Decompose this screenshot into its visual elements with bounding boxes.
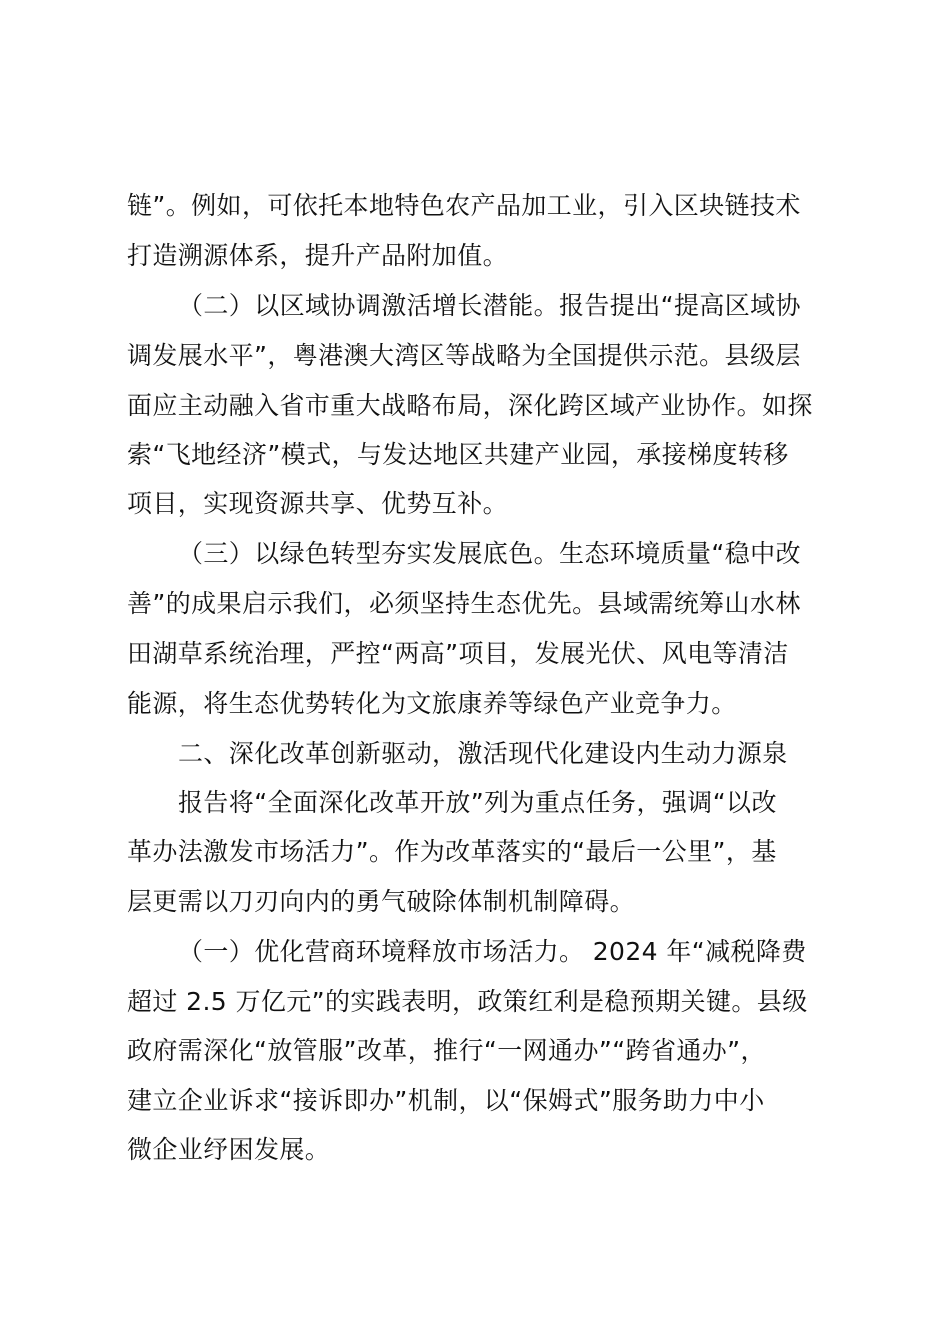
text-line: （三）以绿色转型夯实发展底色。生态环境质量“稳中改 (178, 539, 801, 568)
text-line: 超过 2.5 万亿元”的实践表明，政策红利是稳预期关键。县级 (127, 987, 808, 1016)
text-line: 善”的成果启示我们，必须坚持生态优先。县域需统筹山水林 (127, 589, 801, 618)
text-line: 能源，将生态优势转化为文旅康养等绿色产业竞争力。 (127, 689, 737, 718)
section-heading: 二、深化改革创新驱动，激活现代化建设内生动力源泉 (178, 739, 788, 768)
text-line: 打造溯源体系，提升产品附加值。 (127, 241, 509, 270)
text-line: 政府需深化“放管服”改革，推行“一网通办”“跨省通办”， (127, 1036, 766, 1065)
text-line: 索“飞地经济”模式，与发达地区共建产业园，承接梯度转移 (127, 440, 789, 469)
text-line: （一）优化营商环境释放市场活力。 2024 年“减税降费 (178, 937, 807, 966)
text-line: 链”。例如，可依托本地特色农产品加工业，引入区块链技术 (127, 191, 801, 220)
text-line: 微企业纾困发展。 (127, 1135, 331, 1164)
text-line: 革办法激发市场活力”。作为改革落实的“最后一公里”，基 (127, 837, 777, 866)
text-line: 报告将“全面深化改革开放”列为重点任务，强调“以改 (178, 788, 777, 817)
text-line: 层更需以刀刃向内的勇气破除体制机制障碍。 (127, 887, 636, 916)
text-line: 田湖草系统治理，严控“两高”项目，发展光伏、风电等清洁 (127, 639, 789, 668)
text-line: 调发展水平”，粤港澳大湾区等战略为全国提供示范。县级层 (127, 341, 801, 370)
text-line: 项目，实现资源共享、优势互补。 (127, 489, 509, 518)
text-line: （二）以区域协调激活增长潜能。报告提出“提高区域协 (178, 291, 801, 320)
text-line: 建立企业诉求“接诉即办”机制，以“保姆式”服务助力中小 (127, 1086, 765, 1115)
text-line: 面应主动融入省市重大战略布局，深化跨区域产业协作。如探 (127, 391, 813, 420)
